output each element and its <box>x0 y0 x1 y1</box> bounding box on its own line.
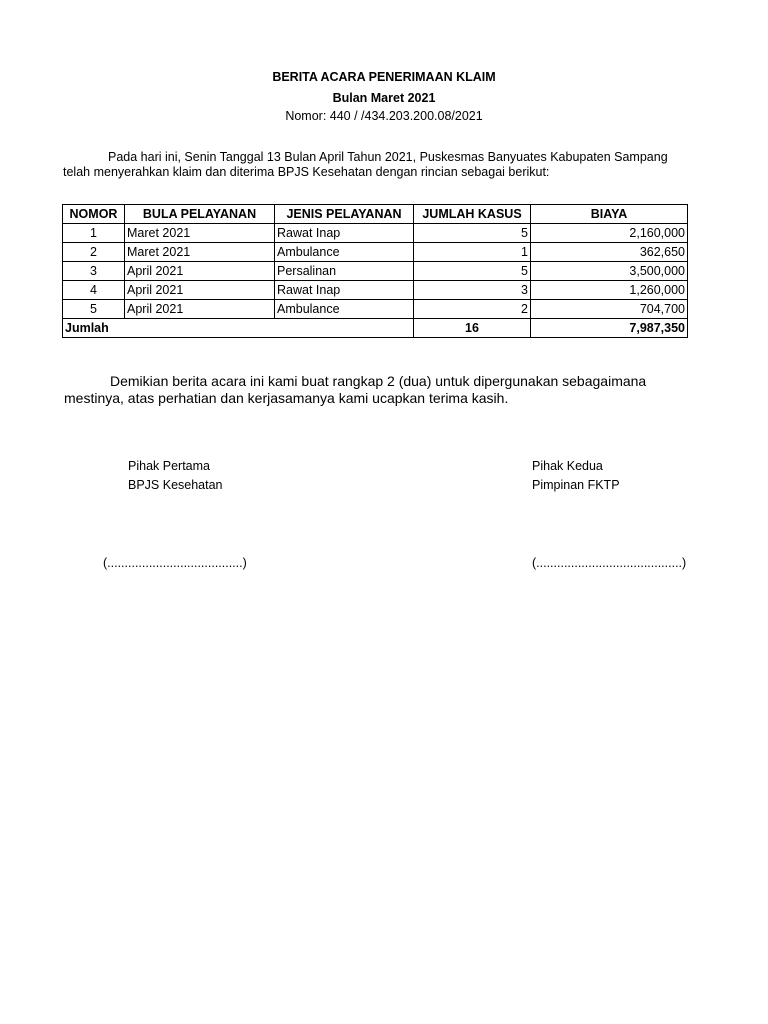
document-number: Nomor: 440 / /434.203.200.08/2021 <box>285 109 483 123</box>
cell-jenis: Rawat Inap <box>275 224 414 243</box>
cell-kasus: 1 <box>414 243 531 262</box>
header-jenis: JENIS PELAYANAN <box>275 205 414 224</box>
cell-jenis: Persalinan <box>275 262 414 281</box>
closing-line-1: Demikian berita acara ini kami buat rangkap 2 (dua) untuk dipergunakan sebagaimana <box>110 373 647 389</box>
cell-bulan: April 2021 <box>125 281 275 300</box>
cell-biaya: 362,650 <box>531 243 688 262</box>
table-row <box>63 262 688 281</box>
cell-kasus: 5 <box>414 224 531 243</box>
table-row <box>63 243 688 262</box>
closing-paragraph <box>64 373 684 407</box>
table-row <box>63 224 688 243</box>
cell-jenis: Rawat Inap <box>275 281 414 300</box>
cell-biaya: 2,160,000 <box>531 224 688 243</box>
second-signature-line: (..........................................) <box>532 556 687 570</box>
cell-nomor: 1 <box>63 224 125 243</box>
closing-line-2: mestinya, atas perhatian dan kerjasamanya kami ucapkan terima kasih. <box>64 390 509 406</box>
cell-nomor: 2 <box>63 243 125 262</box>
total-kasus: 16 <box>414 319 531 338</box>
cell-biaya: 3,500,000 <box>531 262 688 281</box>
second-party-role: Pihak Kedua <box>532 459 603 473</box>
intro-line-2: telah menyerahkan klaim dan diterima BPJS Kesehatan dengan rincian sebagai berikut: <box>63 165 550 179</box>
header-kasus: JUMLAH KASUS <box>414 205 531 224</box>
cell-nomor: 5 <box>63 300 125 319</box>
cell-jenis: Ambulance <box>275 300 414 319</box>
cell-kasus: 2 <box>414 300 531 319</box>
total-empty-cell <box>125 319 414 338</box>
table-row <box>63 300 688 319</box>
cell-bulan: Maret 2021 <box>125 224 275 243</box>
cell-bulan: Maret 2021 <box>125 243 275 262</box>
table-header-row <box>63 205 688 224</box>
cell-biaya: 1,260,000 <box>531 281 688 300</box>
intro-paragraph <box>63 150 703 180</box>
claims-table <box>62 204 688 338</box>
document-title: BERITA ACARA PENERIMAAN KLAIM <box>272 70 496 84</box>
first-signature-line: (.......................................) <box>103 556 247 570</box>
cell-nomor: 4 <box>63 281 125 300</box>
cell-jenis: Ambulance <box>275 243 414 262</box>
header-biaya: BIAYA <box>531 205 688 224</box>
cell-nomor: 3 <box>63 262 125 281</box>
cell-kasus: 3 <box>414 281 531 300</box>
first-party-role: Pihak Pertama <box>128 459 210 473</box>
table-total-row <box>63 319 688 338</box>
cell-kasus: 5 <box>414 262 531 281</box>
header-bulan: BULA PELAYANAN <box>125 205 275 224</box>
cell-bulan: April 2021 <box>125 300 275 319</box>
header-nomor: NOMOR <box>63 205 125 224</box>
second-party-org: Pimpinan FKTP <box>532 478 620 492</box>
intro-line-1: Pada hari ini, Senin Tanggal 13 Bulan April Tahun 2021, Puskesmas Banyuates Kabupaten Sampang <box>108 150 668 164</box>
first-party-org: BPJS Kesehatan <box>128 478 223 492</box>
document-subtitle: Bulan Maret 2021 <box>332 91 436 105</box>
total-biaya: 7,987,350 <box>531 319 688 338</box>
total-label: Jumlah <box>63 319 125 338</box>
cell-bulan: April 2021 <box>125 262 275 281</box>
cell-biaya: 704,700 <box>531 300 688 319</box>
table-row <box>63 281 688 300</box>
